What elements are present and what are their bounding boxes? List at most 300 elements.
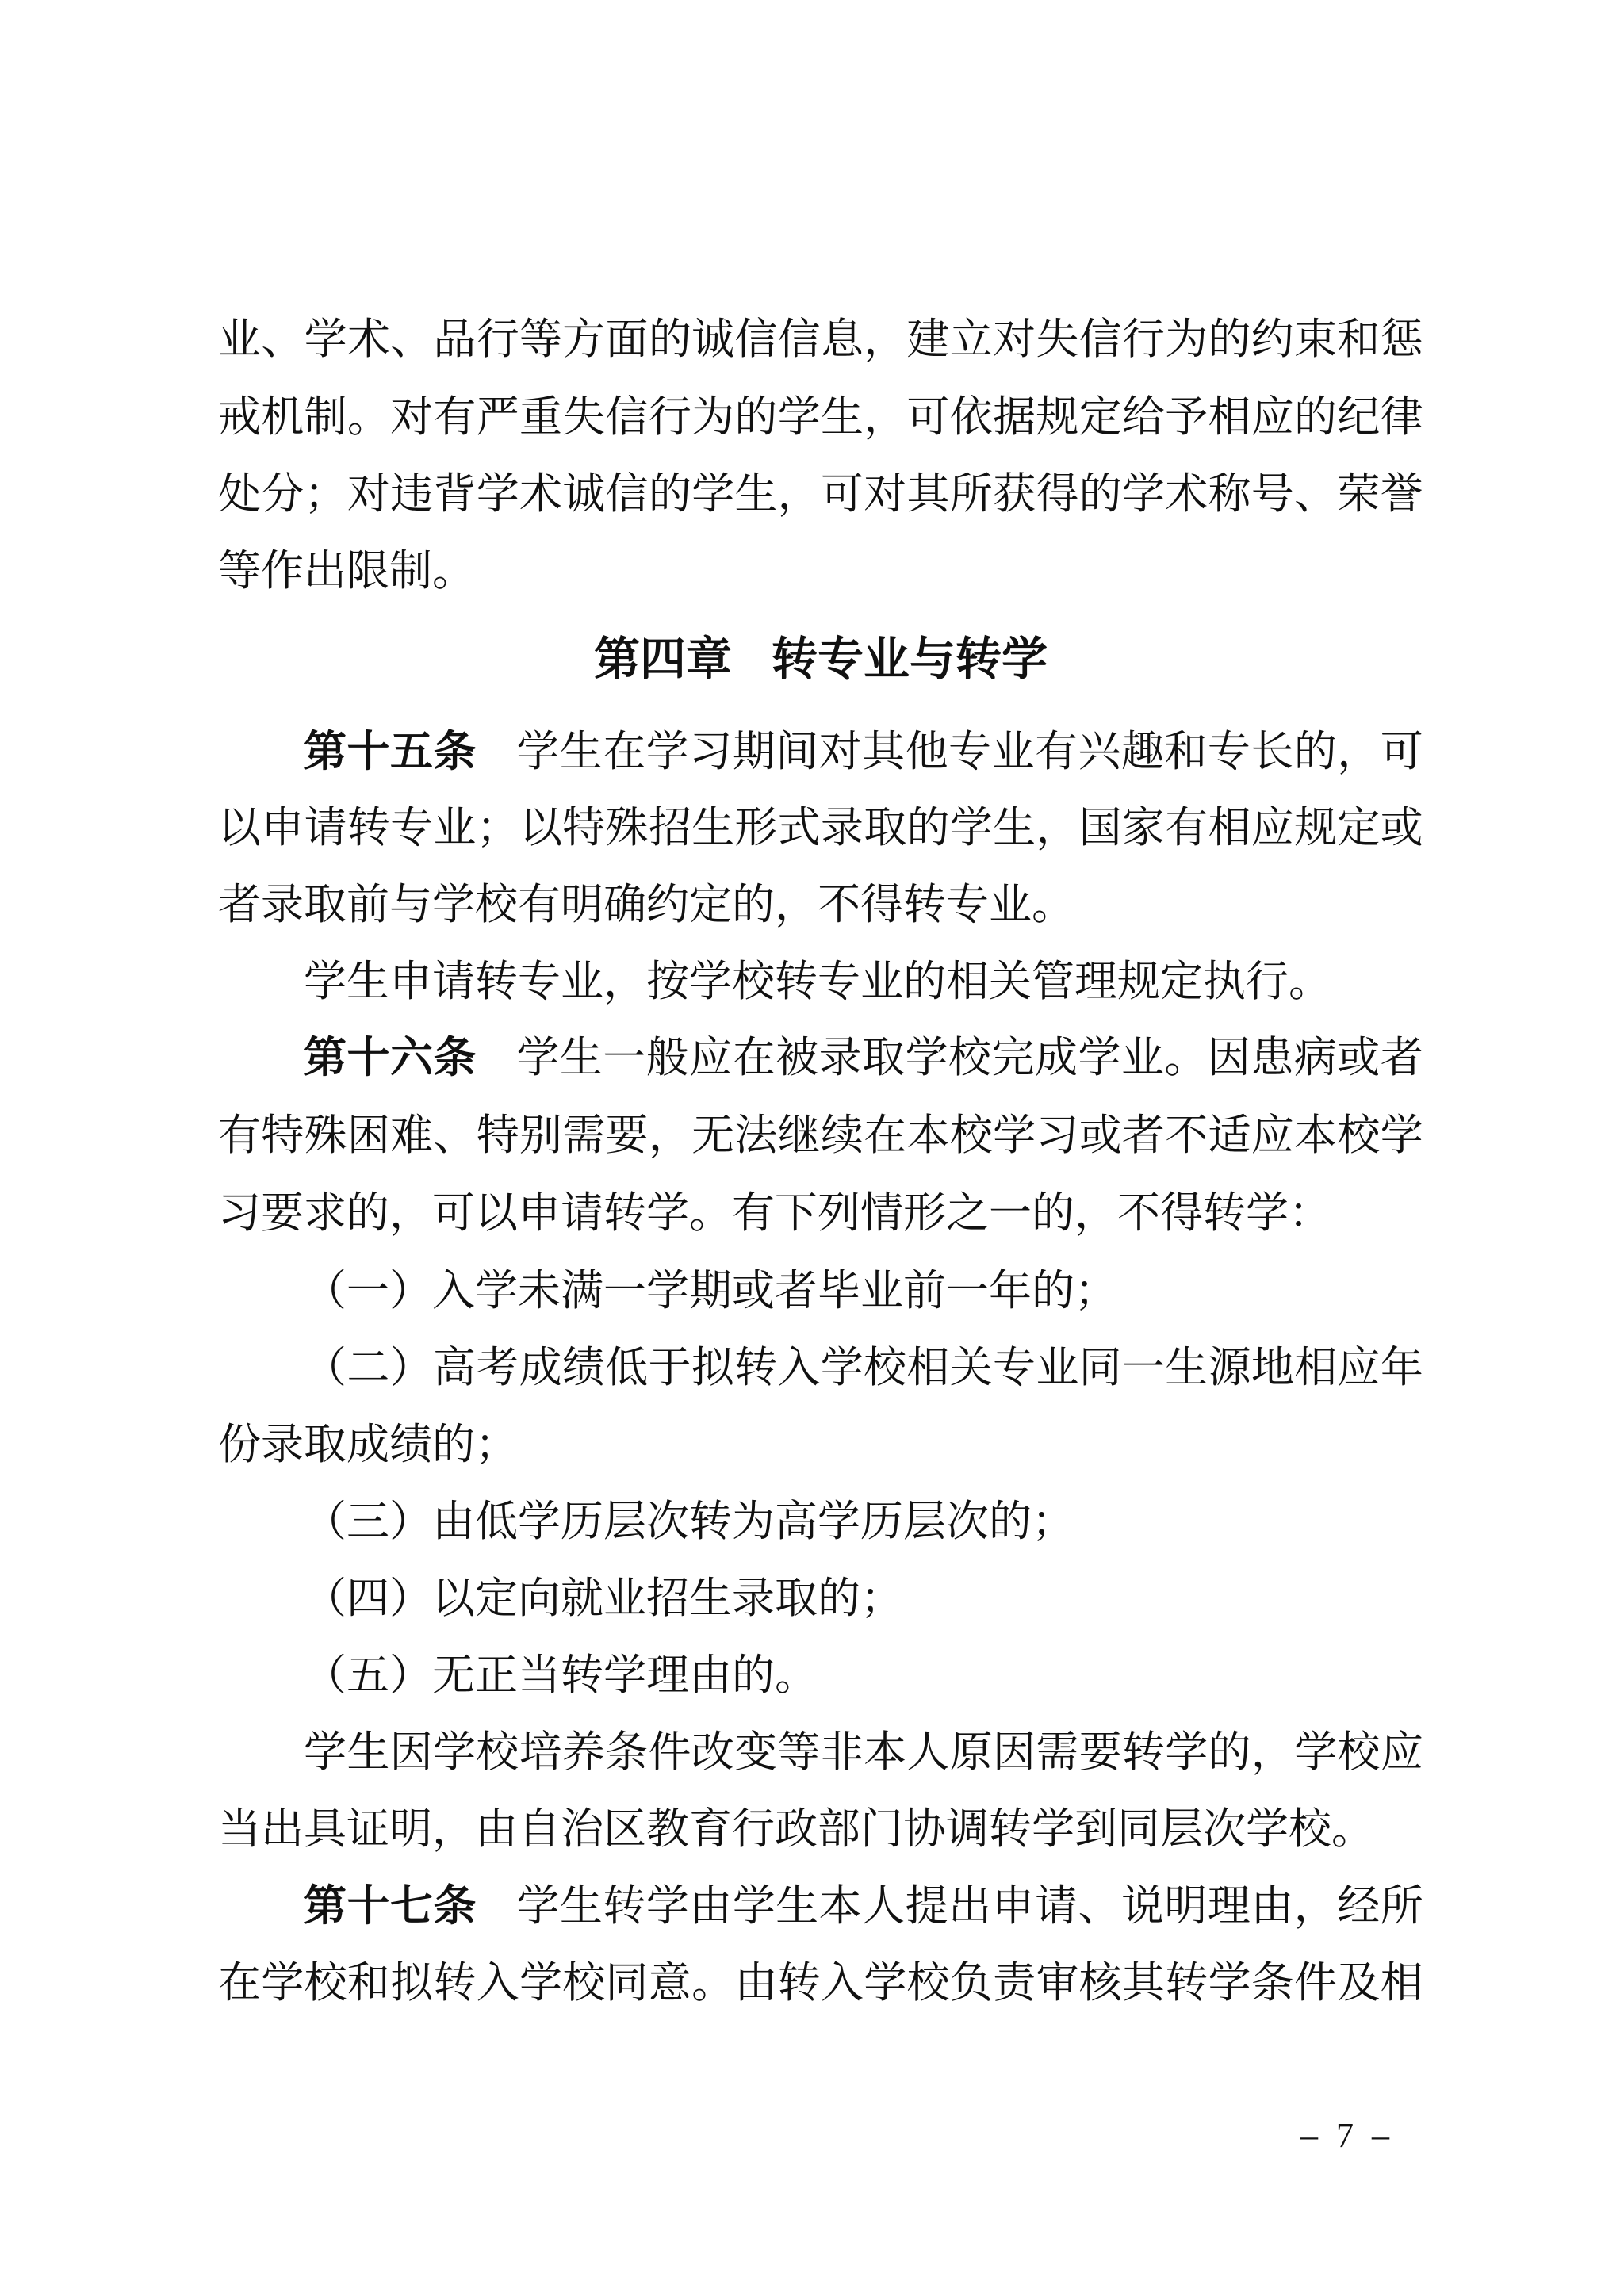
char: 提	[905, 1882, 948, 1930]
char: 行	[648, 393, 691, 441]
char: 关	[949, 1344, 993, 1391]
char: 条	[605, 1728, 649, 1776]
char: 学	[820, 1344, 864, 1391]
char: （	[304, 1344, 347, 1391]
char: 经	[1337, 1882, 1381, 1930]
char: 学	[993, 1112, 1036, 1159]
char: 拟	[691, 1344, 734, 1391]
char: 相	[906, 1344, 950, 1391]
text-line	[218, 1262, 1423, 1319]
char: 核	[1078, 1959, 1122, 2007]
char: 取	[862, 1034, 906, 1081]
char: 地	[1251, 1344, 1294, 1391]
char: 专	[993, 1344, 1036, 1391]
char: 律	[1380, 393, 1423, 441]
char: 殊	[304, 1112, 347, 1159]
text-line	[218, 1570, 1423, 1627]
char: 戒	[218, 393, 261, 441]
text-line	[218, 1416, 1423, 1473]
char: 六	[389, 1034, 433, 1081]
char: 的	[648, 470, 691, 518]
char: 特	[261, 1112, 304, 1159]
char: 和	[1337, 316, 1381, 363]
text-line	[218, 1724, 1423, 1781]
char: 学	[1208, 1959, 1251, 2007]
char: 行	[1121, 316, 1165, 363]
char: 的	[1208, 1728, 1251, 1776]
char: 失	[1036, 316, 1079, 363]
char: 可	[820, 470, 864, 518]
char: 以	[519, 804, 562, 851]
char: 非	[820, 1728, 864, 1776]
char: 习	[1036, 1112, 1079, 1159]
char: 应	[689, 1034, 733, 1081]
char: 重	[519, 393, 562, 441]
char: 适	[1208, 1112, 1251, 1159]
char: 诚	[691, 316, 735, 363]
char: 规	[1036, 393, 1079, 441]
char: 五	[389, 728, 433, 775]
char: 信	[605, 470, 649, 518]
text-line	[218, 1877, 1423, 1934]
char: 学	[1294, 1728, 1338, 1776]
line-text: （一）入学未满一学期或者毕业前一年的；	[304, 1267, 1117, 1314]
char: 校	[1337, 1728, 1381, 1776]
char: 理	[1207, 1882, 1251, 1930]
char: 学	[304, 1728, 347, 1776]
char: 学	[1380, 1112, 1423, 1159]
char: 专	[390, 804, 434, 851]
char: 生	[734, 470, 778, 518]
text-line	[218, 542, 1423, 599]
char: 意	[648, 1959, 691, 2007]
char: 相	[1380, 1959, 1423, 2007]
char: 在	[218, 1959, 261, 2007]
char: 和	[1164, 728, 1208, 775]
char: 拟	[390, 1959, 434, 2007]
char: 的	[1078, 470, 1122, 518]
char: 据	[993, 393, 1036, 441]
char: ，	[1251, 1728, 1294, 1776]
char: 转	[1165, 1959, 1208, 2007]
char: 同	[605, 1959, 649, 2007]
char: 学	[1165, 1728, 1208, 1776]
char: 十	[347, 1882, 390, 1930]
char: 校	[949, 1112, 993, 1159]
char: ，	[777, 470, 821, 518]
text-line	[218, 1954, 1423, 2011]
char: 继	[777, 1112, 821, 1159]
char: 者	[1121, 1112, 1165, 1159]
char: 应	[1251, 804, 1294, 851]
char: 件	[648, 1728, 691, 1776]
char: 件	[1294, 1959, 1338, 2007]
char: 学	[516, 1034, 560, 1081]
char: 专	[948, 728, 992, 775]
char: 有	[218, 1112, 261, 1159]
char: 取	[864, 804, 907, 851]
char: 转	[777, 1959, 821, 2007]
char: 失	[562, 393, 606, 441]
char: 行	[476, 316, 519, 363]
char: 成	[1034, 1034, 1078, 1081]
char: 定	[1078, 393, 1122, 441]
char: 校	[864, 1344, 907, 1391]
char: 生	[559, 1882, 603, 1930]
char: 病	[1293, 1034, 1337, 1081]
char: 改	[691, 1728, 734, 1776]
char: 的	[734, 393, 778, 441]
char: 申	[991, 1882, 1035, 1930]
char: 严	[476, 393, 519, 441]
char: 学	[691, 470, 735, 518]
line-text: 学生申请转专业，按学校转专业的相关管理规定执行。	[304, 958, 1331, 1005]
char: 业	[433, 804, 477, 851]
char: 和	[347, 1959, 390, 2007]
char: 校	[1337, 1112, 1381, 1159]
char: 绩	[561, 1344, 605, 1391]
char: 生	[820, 393, 864, 441]
char: 分	[261, 470, 304, 518]
char: 条	[433, 1882, 477, 1930]
char: 等	[519, 316, 562, 363]
char: 式	[777, 804, 821, 851]
chapter-name: 转专业与转学	[772, 633, 1048, 685]
char: 所	[1380, 1882, 1423, 1930]
char: 其	[862, 728, 906, 775]
char: 二	[347, 1344, 390, 1391]
char: 养	[561, 1728, 605, 1776]
char: 生	[559, 1034, 603, 1081]
char: 第	[304, 1882, 347, 1930]
char: 十	[347, 728, 390, 775]
char: 原	[949, 1728, 993, 1776]
char: 国	[1078, 804, 1122, 851]
char: 学	[519, 1959, 562, 2007]
char: 第	[304, 1034, 347, 1081]
line-text: 当出具证明，由自治区教育行政部门协调转学到同层次学校。	[218, 1805, 1374, 1853]
char: 需	[562, 1112, 606, 1159]
char: 信	[605, 393, 649, 441]
char: 号	[1251, 470, 1294, 518]
char: 条	[433, 728, 477, 775]
text-line	[218, 388, 1423, 446]
char: 般	[645, 1034, 689, 1081]
char: 续	[820, 1112, 864, 1159]
char: 录	[820, 804, 864, 851]
char: 责	[993, 1959, 1036, 2007]
text-line	[218, 1339, 1423, 1396]
char: 学	[432, 1728, 476, 1776]
char: 、	[390, 316, 434, 363]
char: ；	[476, 804, 519, 851]
char: 可	[906, 393, 950, 441]
char: 兴	[1078, 728, 1121, 775]
char: 或	[1078, 1112, 1122, 1159]
char: 应	[1337, 1344, 1381, 1391]
char: 定	[1337, 804, 1381, 851]
text-line	[218, 1184, 1423, 1242]
char: 年	[1380, 1344, 1423, 1391]
char: 校	[562, 1959, 606, 2007]
char: 的	[1294, 393, 1338, 441]
char: 习	[689, 728, 733, 775]
char: 规	[1294, 804, 1338, 851]
char: 转	[433, 1959, 477, 2007]
char: 处	[218, 470, 261, 518]
char: 困	[347, 1112, 390, 1159]
char: 条	[433, 1034, 477, 1081]
char: 转	[734, 1344, 778, 1391]
char: 称	[1208, 470, 1251, 518]
char: 校	[948, 1034, 992, 1081]
char: 惩	[1380, 316, 1423, 363]
chapter-number: 第四章	[593, 633, 732, 685]
line-text: 等作出限制。	[218, 547, 475, 595]
page-number: – 7 –	[1300, 2116, 1394, 2155]
char: ）	[389, 1344, 433, 1391]
char: 生	[776, 1882, 819, 1930]
char: ；	[304, 470, 347, 518]
char: 的	[1208, 316, 1251, 363]
char: 高	[432, 1344, 476, 1391]
char: 条	[1251, 1959, 1294, 2007]
chapter-heading	[218, 631, 1423, 688]
char: 考	[476, 1344, 519, 1391]
char: 要	[1078, 1728, 1122, 1776]
char: 校	[304, 1959, 347, 2007]
char: 术	[519, 470, 562, 518]
char: ，	[648, 1112, 691, 1159]
char: 校	[906, 1959, 950, 2007]
char: 完	[991, 1034, 1035, 1081]
text-line	[218, 311, 1423, 368]
char: 方	[562, 316, 606, 363]
char: 学	[905, 1034, 948, 1081]
char: 变	[734, 1728, 778, 1776]
char: 信	[1078, 316, 1122, 363]
char: 别	[519, 1112, 562, 1159]
char: 一	[603, 1034, 646, 1081]
char: 培	[519, 1728, 562, 1776]
char: 审	[1036, 1959, 1079, 2007]
char: 本	[864, 1728, 907, 1776]
char: 业	[1036, 1344, 1079, 1391]
text-line	[218, 1493, 1423, 1550]
char: 或	[1380, 804, 1423, 851]
char: 入	[777, 1344, 821, 1391]
line-text: 份录取成绩的；	[218, 1421, 518, 1468]
char: 以	[218, 804, 261, 851]
char: 转	[603, 1882, 646, 1930]
char: 。	[691, 1959, 735, 2007]
char: 业	[1120, 1034, 1164, 1081]
char: 殊	[605, 804, 649, 851]
char: 对	[864, 470, 907, 518]
line-text: （五）无正当转学理由的。	[304, 1651, 818, 1699]
char: 、	[433, 1112, 477, 1159]
line-text: 习要求的，可以申请转学。有下列情形之一的，不得转学：	[218, 1189, 1331, 1237]
char: 相	[1294, 1344, 1338, 1391]
char: 学	[476, 470, 519, 518]
char: 学	[732, 1882, 776, 1930]
char: 特	[562, 804, 606, 851]
char: 业	[218, 316, 261, 363]
text-line	[218, 953, 1423, 1010]
char: 学	[645, 728, 689, 775]
char: 对	[818, 728, 862, 775]
char: 生	[559, 728, 603, 775]
char: 面	[605, 316, 649, 363]
char: 学	[516, 1882, 560, 1930]
char: 难	[390, 1112, 434, 1159]
char: 纪	[1337, 393, 1381, 441]
text-line	[218, 1107, 1423, 1164]
char: 给	[1121, 393, 1165, 441]
char: 长	[1251, 728, 1294, 775]
char: ，	[1293, 1882, 1337, 1930]
char: 所	[949, 470, 993, 518]
char: 建	[906, 316, 950, 363]
char: 源	[1208, 1344, 1251, 1391]
char: 生	[993, 804, 1036, 851]
char: 成	[519, 1344, 562, 1391]
char: 对	[993, 316, 1036, 363]
char: 应	[1380, 1728, 1423, 1776]
char: 校	[476, 1728, 519, 1776]
char: 约	[1251, 316, 1294, 363]
char: ，	[864, 393, 907, 441]
line-text: （四）以定向就业招生录取的；	[304, 1575, 903, 1622]
char: 期	[732, 728, 776, 775]
char: 誉	[1380, 470, 1423, 518]
char: 本	[906, 1112, 950, 1159]
char: 为	[691, 393, 735, 441]
char: 相	[1208, 804, 1251, 851]
text-line	[218, 1800, 1423, 1858]
char: 荣	[1337, 470, 1381, 518]
char: 的	[1293, 728, 1337, 775]
text-line	[218, 1647, 1423, 1704]
text-line	[218, 1029, 1423, 1086]
char: 。	[347, 393, 390, 441]
char: 业	[991, 728, 1035, 775]
line-text: 者录取前与学校有明确约定的，不得转专业。	[218, 881, 1074, 928]
char: 违	[390, 470, 434, 518]
char: 的	[648, 316, 691, 363]
char: 等	[777, 1728, 821, 1776]
char: 招	[648, 804, 691, 851]
char: 有	[1165, 804, 1208, 851]
char: ，	[1036, 804, 1079, 851]
char: 特	[476, 1112, 519, 1159]
char: 形	[734, 804, 778, 851]
text-line	[218, 723, 1423, 780]
char: 生	[1165, 1344, 1208, 1391]
char: 有	[433, 393, 477, 441]
char: 、	[1078, 1882, 1121, 1930]
char: 需	[1036, 1728, 1079, 1776]
char: 低	[605, 1344, 649, 1391]
char: 不	[1165, 1112, 1208, 1159]
char: 患	[1251, 1034, 1294, 1081]
char: 本	[818, 1882, 862, 1930]
char: 者	[1380, 1034, 1423, 1081]
char: 人	[906, 1728, 950, 1776]
char: 学	[949, 804, 993, 851]
char: 品	[433, 316, 477, 363]
char: 明	[1164, 1882, 1208, 1930]
char: 因	[993, 1728, 1036, 1776]
char: 在	[732, 1034, 776, 1081]
char: 其	[1121, 1959, 1165, 2007]
char: 被	[776, 1034, 819, 1081]
char: 入	[476, 1959, 519, 2007]
char: 息	[820, 316, 864, 363]
char: 为	[1165, 316, 1208, 363]
char: 人	[862, 1882, 906, 1930]
char: 可	[1380, 728, 1423, 775]
char: ，	[864, 316, 907, 363]
char: 间	[776, 728, 819, 775]
char: 学	[645, 1882, 689, 1930]
char: 学	[304, 316, 347, 363]
char: 予	[1165, 393, 1208, 441]
char: 转	[1121, 1728, 1165, 1776]
char: 学	[516, 728, 560, 775]
char: 对	[347, 470, 390, 518]
char: 有	[1034, 728, 1078, 775]
char: 在	[603, 728, 646, 775]
char: 学	[777, 393, 821, 441]
char: ，	[1337, 728, 1381, 775]
char: 术	[347, 316, 390, 363]
char: 相	[1208, 393, 1251, 441]
char: 、	[261, 316, 304, 363]
char: 于	[648, 1344, 691, 1391]
char: 在	[864, 1112, 907, 1159]
char: 机	[261, 393, 304, 441]
char: 第	[304, 728, 347, 775]
char: 同	[1078, 1344, 1122, 1391]
char: 因	[1207, 1034, 1251, 1081]
char: 其	[906, 470, 950, 518]
char: 说	[1120, 1882, 1164, 1930]
char: 入	[820, 1959, 864, 2007]
char: 生	[691, 804, 735, 851]
char: 应	[1251, 393, 1294, 441]
char: 得	[1036, 470, 1079, 518]
char: 十	[347, 1034, 390, 1081]
char: 束	[1294, 316, 1338, 363]
char: 转	[347, 804, 390, 851]
char: 出	[948, 1882, 992, 1930]
char: 家	[1121, 804, 1165, 851]
char: 的	[906, 804, 950, 851]
char: 学	[864, 1959, 907, 2007]
char: 术	[1165, 470, 1208, 518]
char: 因	[389, 1728, 433, 1776]
char: 请	[304, 804, 347, 851]
char: 专	[1207, 728, 1251, 775]
char: 负	[949, 1959, 993, 2007]
text-line	[218, 876, 1423, 933]
char: 信	[734, 316, 778, 363]
char: 七	[389, 1882, 433, 1930]
char: 信	[777, 316, 821, 363]
char: 趣	[1120, 728, 1164, 775]
text-line	[218, 465, 1423, 522]
